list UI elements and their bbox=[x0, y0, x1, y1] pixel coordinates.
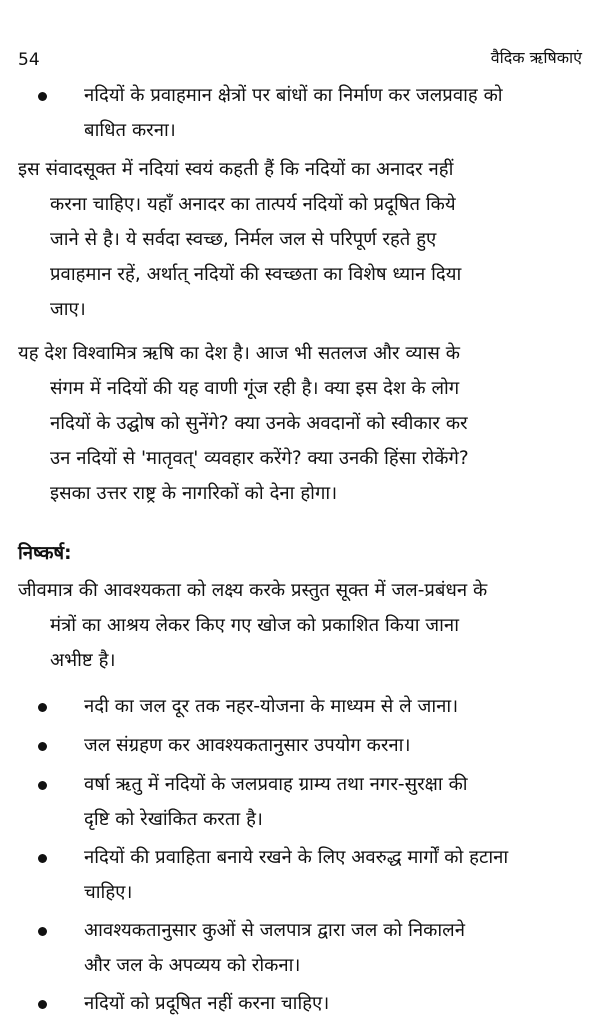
running-title: वैदिक ऋषिकाएं bbox=[490, 48, 582, 67]
paragraph-line: इसका उत्तर राष्ट्र के नागरिकों को देना होगा। bbox=[50, 483, 338, 504]
paragraph-desh bbox=[0, 336, 585, 511]
paragraph-line: संगम में नदियों की यह वाणी गूंज रही है। क्या इस देश के लोग bbox=[50, 378, 460, 399]
bullet-icon bbox=[38, 781, 47, 790]
list-item-line: नदियों के प्रवाहमान क्षेत्रों पर बांधों का निर्माण कर जलप्रवाह को bbox=[84, 85, 503, 106]
bullet-icon bbox=[38, 92, 47, 101]
paragraph-line: जीवमात्र की आवश्यकता को लक्ष्य करके प्रस्तुत सूक्त में जल-प्रबंधन के bbox=[18, 580, 488, 601]
list-item bbox=[0, 986, 560, 1021]
list-item bbox=[0, 78, 560, 148]
paragraph-line: जाए। bbox=[50, 299, 86, 320]
list-item-line: चाहिए। bbox=[84, 882, 133, 903]
paragraph-line: मंत्रों का आश्रय लेकर किए गए खोज को प्रकाशित किया जाना bbox=[50, 615, 459, 636]
bullet-icon bbox=[38, 742, 47, 751]
paragraph-line: उन नदियों से 'मातृवत्' व्यवहार करेंगे? क्या उनकी हिंसा रोकेंगे? bbox=[50, 448, 469, 469]
bullet-icon bbox=[38, 854, 47, 863]
list-item-line: नदियों को प्रदूषित नहीं करना चाहिए। bbox=[84, 993, 330, 1014]
paragraph-line: प्रवाहमान रहें, अर्थात् नदियों की स्वच्छता का विशेष ध्यान दिया bbox=[50, 264, 462, 285]
paragraph-conclusion bbox=[0, 573, 585, 678]
list-item-line: वर्षा ऋतु में नदियों के जलप्रवाह ग्राम्य तथा नगर-सुरक्षा की bbox=[84, 774, 468, 795]
list-item-line: आवश्यकतानुसार कुओं से जलपात्र द्वारा जल को निकालने bbox=[84, 920, 465, 941]
list-item bbox=[0, 767, 560, 837]
list-item-line: बाधित करना। bbox=[84, 120, 176, 141]
list-item-line: दृष्टि को रेखांकित करता है। bbox=[84, 809, 263, 830]
paragraph-line: नदियों के उद्घोष को सुनेंगे? क्या उनके अवदानों को स्वीकार कर bbox=[50, 413, 468, 434]
page-number: 54 bbox=[18, 50, 40, 70]
paragraph-line: जाने से है। ये सर्वदा स्वच्छ, निर्मल जल से परिपूर्ण रहते हुए bbox=[50, 229, 437, 250]
conclusion-heading: निष्कर्ष: bbox=[18, 543, 72, 564]
bullet-icon bbox=[38, 1000, 47, 1009]
paragraph-line: अभीष्ट है। bbox=[50, 650, 116, 671]
list-item bbox=[0, 728, 560, 763]
bullet-icon bbox=[38, 703, 47, 712]
paragraph-line: यह देश विश्वामित्र ऋषि का देश है। आज भी सतलज और व्यास के bbox=[18, 343, 460, 364]
bullet-icon bbox=[38, 927, 47, 936]
list-item-line: जल संग्रहण कर आवश्यकतानुसार उपयोग करना। bbox=[84, 735, 411, 756]
list-item-line: और जल के अपव्यय को रोकना। bbox=[84, 955, 301, 976]
list-item-line: नदी का जल दूर तक नहर-योजना के माध्यम से ले जाना। bbox=[84, 696, 459, 717]
list-item bbox=[0, 840, 560, 910]
list-item-line: नदियों की प्रवाहिता बनाये रखने के लिए अवरुद्ध मार्गों को हटाना bbox=[84, 847, 509, 868]
paragraph-line: करना चाहिए। यहाँ अनादर का तात्पर्य नदियों को प्रदूषित किये bbox=[50, 194, 456, 215]
paragraph-samvad bbox=[0, 152, 585, 327]
paragraph-line: इस संवादसूक्त में नदियां स्वयं कहती हैं कि नदियों का अनादर नहीं bbox=[18, 159, 454, 180]
list-item bbox=[0, 913, 560, 983]
list-item bbox=[0, 689, 560, 724]
